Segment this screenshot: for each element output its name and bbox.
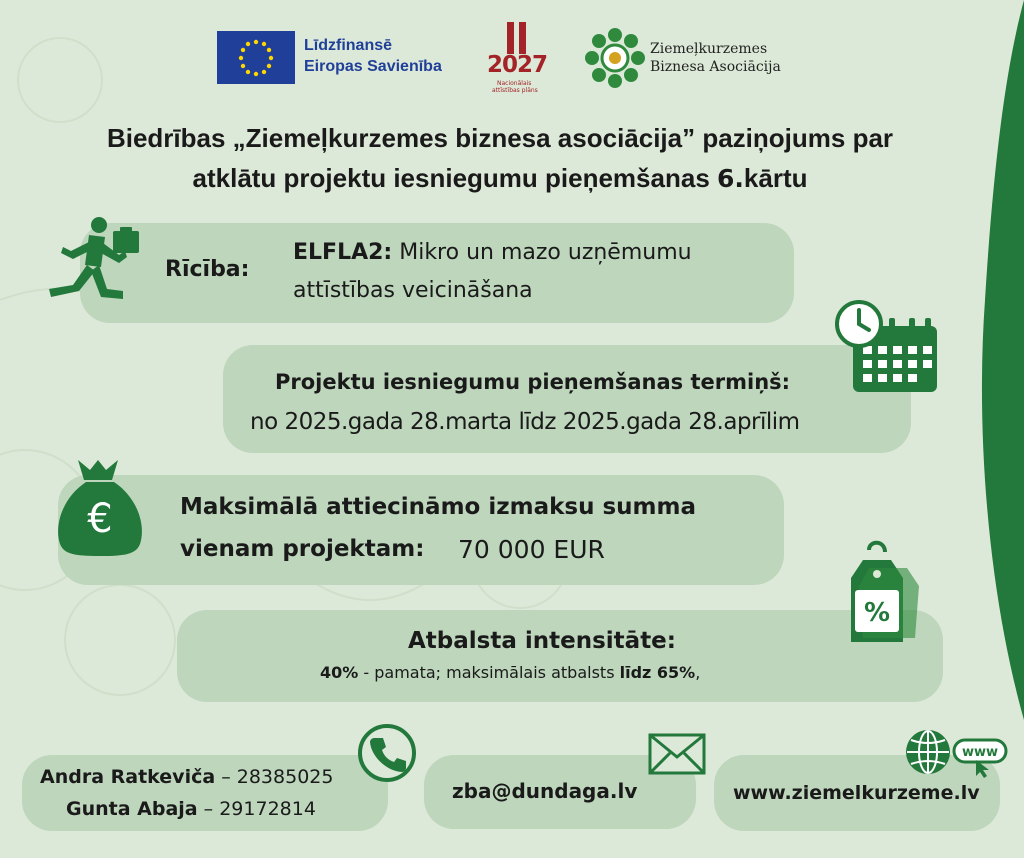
deadline-value: no 2025.gada 28.marta līdz 2025.gada 28.aprīlim — [250, 409, 800, 435]
zba-name-line2: Biznesa Asociācija — [650, 59, 781, 75]
max-cost-line-1: Maksimālā attiecināmo izmaksu summa — [180, 494, 696, 520]
contact-person-2-name: Gunta Abaja — [66, 798, 198, 820]
contact-person-1-name: Andra Ratkeviča — [40, 766, 216, 788]
website-link[interactable]: www.ziemelkurzeme.lv — [733, 782, 980, 804]
nap-year: 2027 — [487, 52, 548, 78]
contact-person-2-phone: – 29172814 — [197, 798, 316, 820]
zba-flower-icon — [584, 27, 646, 89]
nap-bars-icon — [502, 20, 532, 56]
contact-person-2[interactable] — [66, 798, 316, 820]
title-line-1: Biedrības „Ziemeļkurzemes biznesa asociācija” paziņojums par — [106, 123, 894, 153]
nap-subtitle-2: attīstības plāns — [492, 87, 538, 94]
action-label: Rīcība: — [165, 257, 250, 282]
contact-person-1[interactable] — [40, 766, 333, 788]
support-suffix: , — [695, 663, 701, 682]
globe-www-icon — [902, 726, 1012, 780]
deadline-label: Projektu iesniegumu pieņemšanas termiņš: — [275, 370, 791, 394]
support-base-pct: 40% — [320, 663, 359, 682]
title-round-number: 6. — [717, 164, 744, 193]
deadline-panel — [223, 345, 911, 453]
percent-tag-icon — [829, 538, 925, 648]
support-detail — [320, 663, 700, 682]
max-cost-line-2: vienam projektam: — [180, 536, 425, 562]
nap-subtitle-1: Nacionālais — [497, 80, 532, 87]
phone-icon — [356, 722, 418, 784]
eu-name-label: Eiropas Savienība — [304, 58, 442, 75]
contact-person-1-phone: – 28385025 — [215, 766, 334, 788]
title-line-2-prefix: atklātu projektu iesniegumu pieņemšanas — [192, 163, 717, 193]
support-max: līdz 65% — [619, 663, 696, 682]
max-cost-value: 70 000 EUR — [458, 535, 605, 564]
action-code: ELFLA2: — [293, 240, 393, 265]
title-line-2-suffix: kārtu — [743, 163, 808, 193]
email-link[interactable]: zba@dundaga.lv — [452, 779, 638, 803]
action-line-1 — [293, 240, 692, 265]
action-text-line-2: attīstības veicināšana — [293, 278, 533, 303]
eu-cofinanced-label: Līdzfinansē — [304, 37, 393, 54]
calendar-clock-icon — [833, 300, 941, 398]
money-bag-euro-icon — [56, 456, 146, 558]
eu-flag-icon — [217, 31, 295, 84]
page-title — [20, 118, 980, 199]
zba-name-line1: Ziemeļkurzemes — [650, 41, 768, 57]
support-base-text: - pamata; maksimālais atbalsts — [358, 663, 620, 682]
svg-text:%: % — [863, 598, 891, 628]
svg-text:€: € — [87, 496, 113, 542]
action-text-line-1: Mikro un mazo uzņēmumu — [392, 240, 692, 265]
title-line-2 — [20, 158, 980, 199]
envelope-icon — [648, 733, 706, 775]
www-badge-text: www — [961, 745, 999, 760]
support-label: Atbalsta intensitāte: — [408, 628, 676, 654]
running-businessman-icon — [27, 215, 147, 305]
max-cost-panel — [58, 475, 784, 585]
